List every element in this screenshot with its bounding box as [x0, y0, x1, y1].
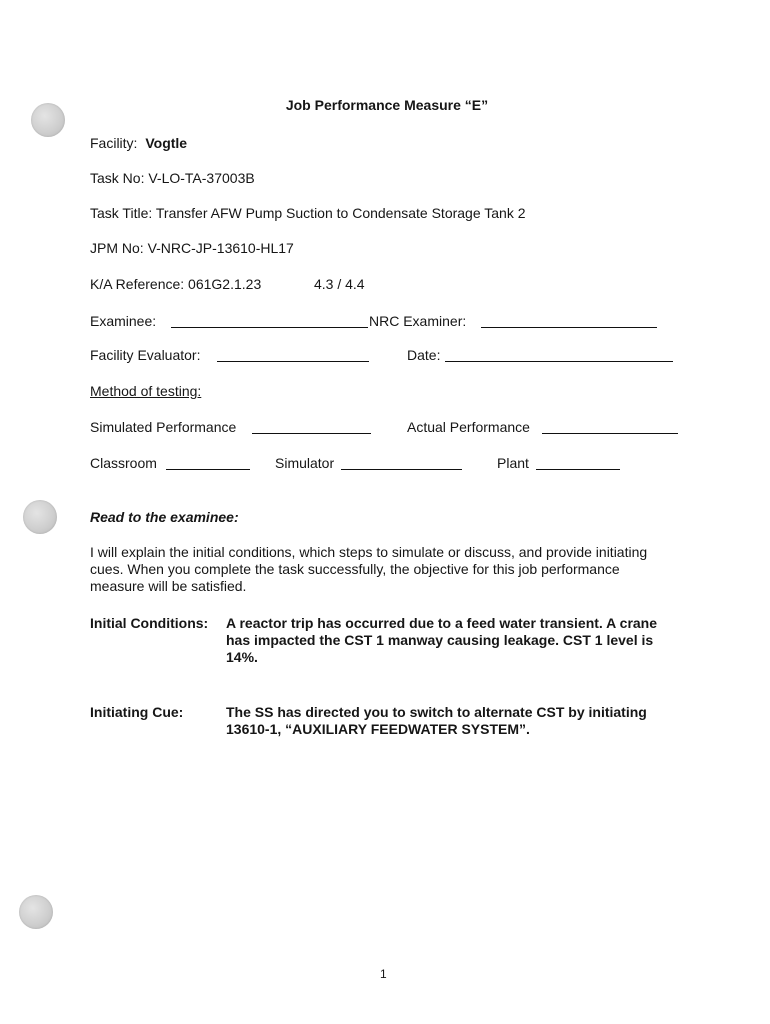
actual-performance-label: Actual Performance — [407, 419, 530, 435]
simulated-performance-label: Simulated Performance — [90, 419, 237, 435]
task-number: Task No: V-LO-TA-37003B — [90, 170, 255, 186]
punch-hole-bottom — [19, 895, 53, 929]
date-label: Date: — [407, 347, 441, 363]
classroom-line — [166, 469, 250, 470]
classroom-label: Classroom — [90, 455, 157, 471]
facility-row — [90, 135, 187, 152]
simulated-performance-line — [252, 433, 371, 434]
examinee-label: Examinee: — [90, 313, 157, 329]
page-number: 1 — [380, 967, 387, 981]
simulator-line — [341, 469, 462, 470]
initial-conditions-text: A reactor trip has occurred due to a feed water transient. A crane has impacted the CST 1 manway causing leakage. CST 1 level is 14%. — [226, 615, 658, 665]
page-title: Job Performance Measure “E” — [285, 97, 489, 113]
initiating-cue-label: Initiating Cue: — [90, 704, 184, 720]
examinee-signature-line — [171, 327, 368, 328]
jpm-number: JPM No: V-NRC-JP-13610-HL17 — [90, 240, 294, 256]
facility-evaluator-label: Facility Evaluator: — [90, 347, 201, 363]
nrc-examiner-label: NRC Examiner: — [369, 313, 467, 329]
initiating-cue-text: The SS has directed you to switch to alternate CST by initiating 13610-1, “AUXILIARY FEEDWATER SYSTEM”. — [226, 704, 647, 737]
nrc-examiner-signature-line — [481, 327, 657, 328]
facility-value: Vogtle — [145, 135, 188, 151]
read-to-examinee-paragraph: I will explain the initial conditions, which steps to simulate or discuss, and provide initiating cues. When you complete the task successfully, the objective for this job performance measure will be satisfied. — [90, 544, 648, 594]
date-line — [445, 361, 673, 362]
initial-conditions-label: Initial Conditions: — [90, 615, 209, 631]
read-to-examinee-heading: Read to the examinee: — [90, 509, 239, 525]
plant-label: Plant — [497, 455, 529, 471]
simulator-label: Simulator — [275, 455, 335, 471]
facility-label: Facility: — [90, 135, 138, 151]
ka-reference-value: 4.3 / 4.4 — [314, 276, 365, 292]
method-of-testing-heading: Method of testing: — [90, 383, 202, 399]
punch-hole-middle — [23, 500, 57, 534]
ka-reference-label: K/A Reference: 061G2.1.23 — [90, 276, 262, 292]
task-title: Task Title: Transfer AFW Pump Suction to Condensate Storage Tank 2 — [90, 205, 526, 221]
actual-performance-line — [542, 433, 678, 434]
plant-line — [536, 469, 620, 470]
facility-evaluator-signature-line — [217, 361, 369, 362]
